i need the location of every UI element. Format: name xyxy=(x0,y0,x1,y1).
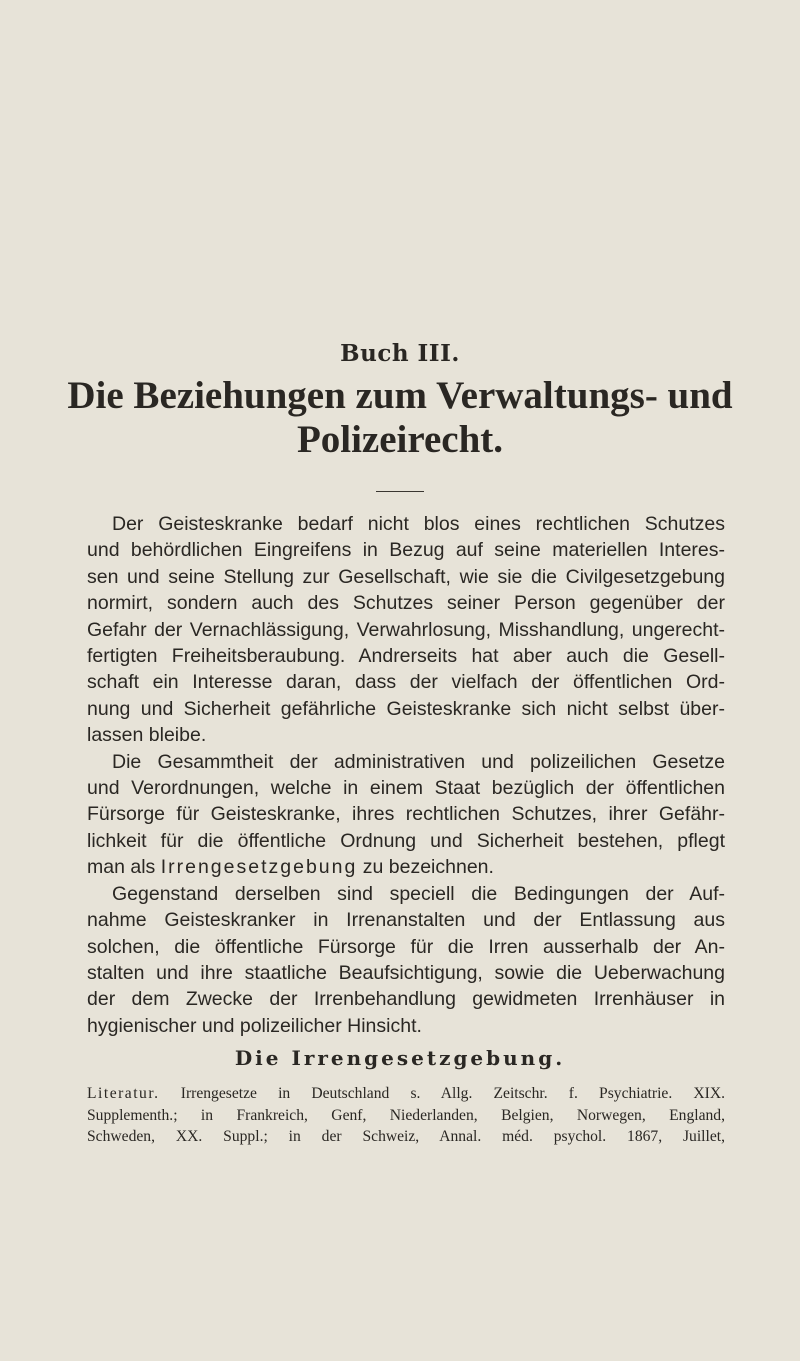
literature-label: Literatur. xyxy=(87,1085,160,1102)
paragraph-1-line: sen und seine Stellung zur Gesellschaft, wie sie die Civilgesetzgebung xyxy=(87,565,725,588)
paragraph-1-line: und behördlichen Eingreifens in Bezug auf seine materiellen Interes- xyxy=(87,539,725,562)
literature-note xyxy=(87,1083,725,1148)
paragraph-2-line: Die Gesammtheit der administrativen und polizeilichen Gesetze xyxy=(112,750,725,773)
paragraph-1-line: Gefahr der Vernachlässigung, Verwahrlosung, Misshandlung, ungerecht- xyxy=(87,618,725,641)
chapter-title-line-1: Die Beziehungen zum Verwaltungs- und xyxy=(67,374,733,417)
literature-line-3: Schweden, XX. Suppl.; in der Schweiz, Annal. méd. psychol. 1867, Juillet, xyxy=(87,1128,725,1145)
section-heading: Die Irrengesetzgebung. xyxy=(234,1046,566,1070)
title-divider xyxy=(376,491,424,492)
paragraph-3-line: der dem Zwecke der Irrenbehandlung gewidmeten Irrenhäuser in xyxy=(87,988,725,1011)
paragraph-1-line: nung und Sicherheit gefährliche Geisteskranke sich nicht selbst über- xyxy=(87,697,725,720)
paragraph-3-line: solchen, die öffentliche Fürsorge für die Irren ausserhalb der An- xyxy=(87,935,725,958)
literature-line-1 xyxy=(87,1083,725,1105)
paragraph-2-last-line xyxy=(87,854,725,880)
chapter-title-line-2: Polizeirecht. xyxy=(296,418,504,461)
literature-line-1-text: Irrengesetze in Deutschland s. Allg. Zeitschr. f. Psychiatrie. XIX. xyxy=(180,1085,725,1102)
paragraph-2-last-line-start: man als xyxy=(87,856,161,879)
book-number-label: Buch III. xyxy=(340,340,460,367)
paragraph-1-line: schaft ein Interesse daran, dass der vielfach der öffentlichen Ord- xyxy=(87,671,725,694)
paragraph-3-line: hygienischer und polizeilicher Hinsicht. xyxy=(87,1014,422,1037)
paragraph-3-line: Gegenstand derselben sind speciell die Bedingungen der Auf- xyxy=(112,882,725,905)
paragraph-2-last-line-end: zu bezeichnen. xyxy=(357,856,494,879)
emphasized-term: Irrengesetzgebung xyxy=(160,856,358,879)
paragraph-3-line: stalten und ihre staatliche Beaufsichtigung, sowie die Ueberwachung xyxy=(87,961,725,984)
chapter-title xyxy=(0,374,800,462)
paragraph-2-line: und Verordnungen, welche in einem Staat bezüglich der öffentlichen xyxy=(87,777,725,800)
paragraph-2-line: lichkeit für die öffentliche Ordnung und Sicherheit bestehen, pflegt xyxy=(87,829,725,852)
paragraph-1-line: lassen bleibe. xyxy=(87,724,207,747)
body-text xyxy=(87,511,725,1039)
paragraph-3-line: nahme Geisteskranker in Irrenanstalten und der Entlassung aus xyxy=(87,909,725,932)
literature-line-2: Supplementh.; in Frankreich, Genf, Niederlanden, Belgien, Norwegen, England, xyxy=(87,1106,725,1124)
paragraph-1-line: fertigten Freiheitsberaubung. Andrerseits hat aber auch die Gesell- xyxy=(87,645,725,668)
paragraph-1-line: normirt, sondern auch des Schutzes seiner Person gegenüber der xyxy=(87,592,725,615)
paragraph-1-line: Der Geisteskranke bedarf nicht blos eines rechtlichen Schutzes xyxy=(112,513,725,535)
paragraph-2-line: Fürsorge für Geisteskranke, ihres rechtlichen Schutzes, ihrer Gefähr- xyxy=(87,803,725,826)
